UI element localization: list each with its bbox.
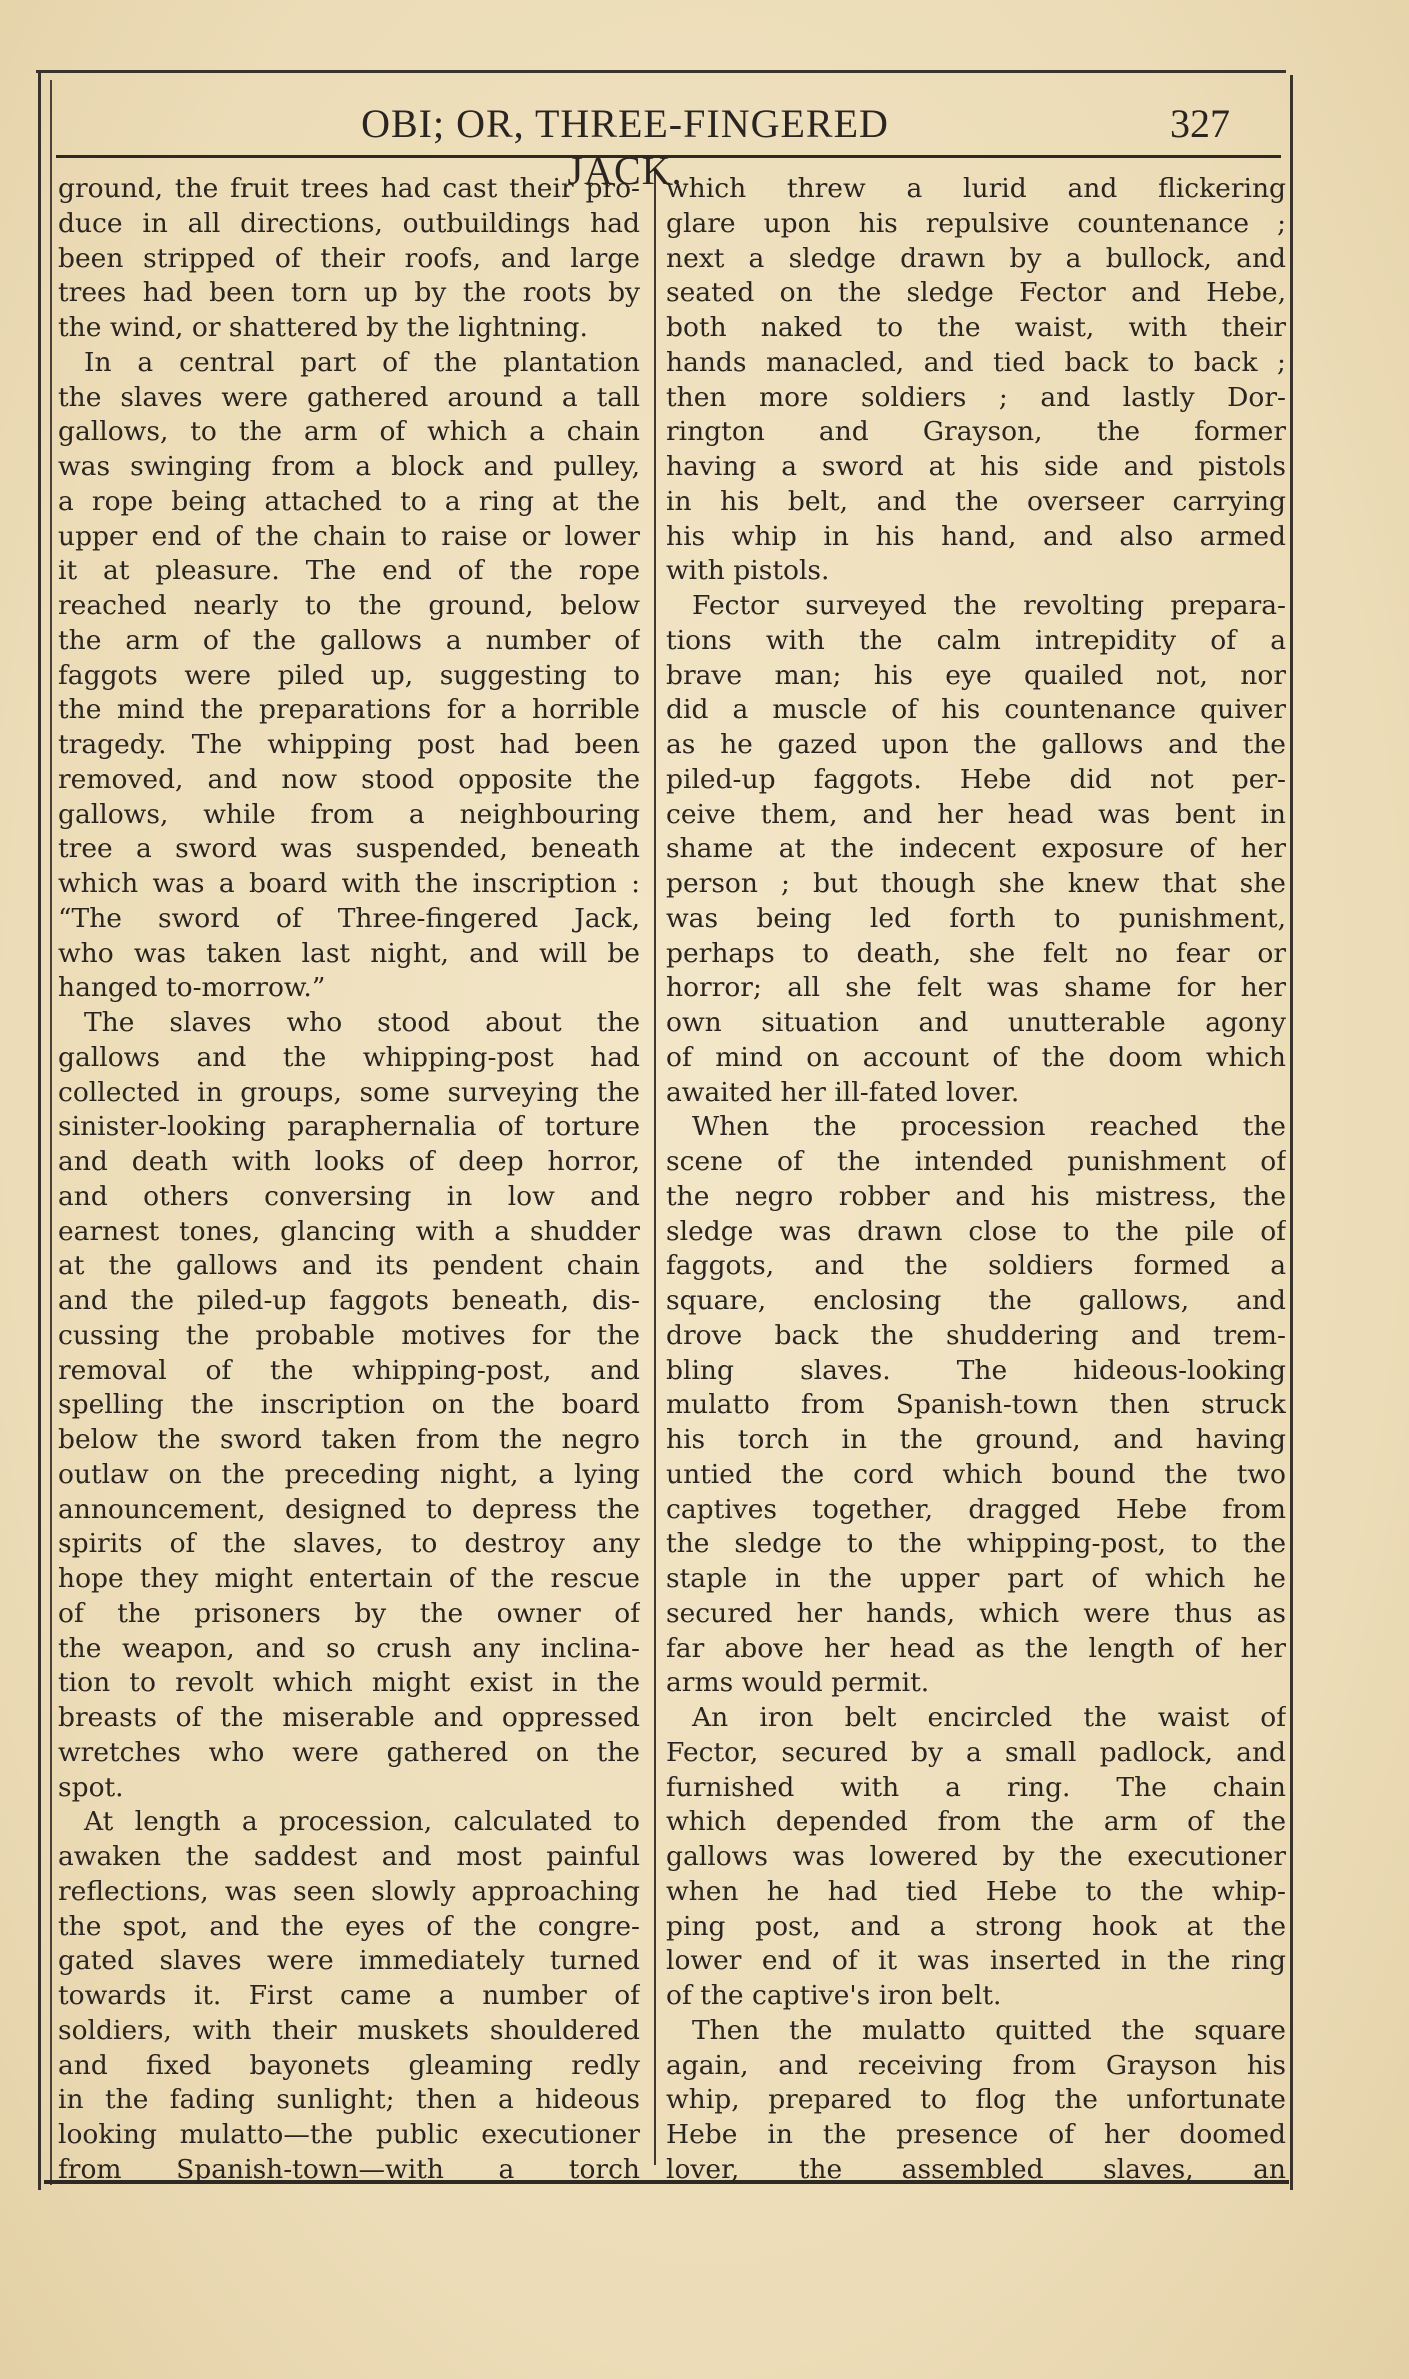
text-line: tree a sword was suspended, beneath [58,833,640,865]
running-title: OBI; OR, THREE-FINGERED JACK. [361,101,889,193]
text-line: soldiers, with their muskets shouldered [58,2014,640,2046]
text-line: his torch in the ground, and having [666,1424,1286,1455]
text-line: the wind, or shattered by the lightning. [58,312,588,343]
text-line: furnished with a ring. The chain [666,1771,1286,1803]
text-line: arms would permit. [666,1667,930,1699]
text-line: at the gallows and its pendent chain [58,1250,640,1282]
text-line: and the piled-up faggots beneath, dis- [58,1285,640,1316]
text-line: in his belt, and the overseer carrying [666,485,1286,517]
text-line: gallows, to the arm of which a chain [58,416,640,448]
text-line: which threw a lurid and flickering [666,173,1286,204]
text-line: spelling the inscription on the board [58,1389,640,1421]
text-line: sledge was drawn close to the pile of [666,1215,1286,1247]
text-line: who was taken last night, and will be [58,937,640,969]
text-line: gated slaves were immediately turned [58,1945,640,1977]
text-line: upper end of the chain to raise or lower [58,520,640,552]
text-line: did a muscle of his countenance quiver [666,694,1286,726]
text-line: of mind on account of the doom which [666,1041,1286,1073]
text-line: the weapon, and so crush any inclina- [58,1632,640,1664]
text-line: removal of the whipping-post, and [58,1354,640,1386]
text-line: of the prisoners by the owner of [58,1597,640,1629]
text-line: the mind the preparations for a horrible [58,694,640,726]
text-line: Fector surveyed the revolting prepara- [692,590,1286,621]
text-line: from Spanish-town—with a torch [58,2153,640,2185]
text-line: bling slaves. The hideous-looking [666,1354,1286,1386]
text-line: the arm of the gallows a number of [58,624,640,656]
text-line: announcement, designed to depress the [58,1493,640,1525]
text-line: brave man; his eye quailed not, nor [666,659,1286,691]
text-line: and others conversing in low and [58,1180,640,1212]
text-line: outlaw on the preceding night, a lying [58,1458,640,1490]
text-line: next a sledge drawn by a bullock, and [666,242,1286,274]
column-divider [654,170,656,2165]
frame-left-inner-rule [50,80,52,2185]
right-column [666,172,1286,2188]
text-line: Hebe in the presence of her doomed [666,2119,1286,2150]
text-line: hope they might entertain of the rescue [58,1563,640,1594]
text-line: far above her head as the length of her [666,1632,1286,1664]
text-line: Then the mulatto quitted the square [692,2014,1286,2046]
text-line: towards it. First came a number of [58,1980,640,2011]
frame-left-rule [38,70,41,2190]
frame-top-rule [36,70,1286,73]
text-line: awaken the saddest and most painful [58,1841,640,1872]
text-line: removed, and now stood opposite the [58,763,640,795]
text-line: reached nearly to the ground, below [58,590,640,621]
text-line: reflections, was seen slowly approaching [58,1875,640,1907]
text-line: when he had tied Hebe to the whip- [666,1875,1286,1907]
text-line: and fixed bayonets gleaming redly [58,2049,640,2081]
text-line: When the procession reached the [692,1111,1286,1143]
text-line: perhaps to death, she felt no fear or [666,937,1286,969]
text-line: was being led forth to punishment, [666,902,1286,934]
text-line: spirits of the slaves, to destroy any [58,1528,640,1560]
text-line: spot. [58,1771,124,1803]
text-line: secured her hands, which were thus as [666,1597,1286,1629]
text-line: “The sword of Three-fingered Jack, [58,902,640,934]
text-line: both naked to the waist, with their [666,312,1286,343]
text-line: gallows, while from a neighbouring [58,798,640,830]
text-line: sinister-looking paraphernalia of torture [58,1111,640,1143]
text-line: the negro robber and his mistress, the [666,1180,1286,1212]
text-line: faggots were piled up, suggesting to [58,659,640,691]
text-line: the sledge to the whipping-post, to the [666,1528,1286,1560]
text-line: ceive them, and her head was bent in [666,798,1286,830]
text-line: tragedy. The whipping post had been [58,729,640,760]
text-line: a rope being attached to a ring at the [58,485,640,517]
frame-right-rule [1290,75,1293,2190]
text-line: captives together, dragged Hebe from [666,1493,1286,1525]
text-line: faggots, and the soldiers formed a [666,1250,1286,1282]
text-line: gallows and the whipping-post had [58,1041,640,1073]
text-line: below the sword taken from the negro [58,1424,640,1455]
text-line: the spot, and the eyes of the congre- [58,1910,640,1942]
text-line: lover, the assembled slaves, an [666,2153,1286,2185]
text-line: his whip in his hand, and also armed [666,520,1286,552]
text-line: tions with the calm intrepidity of a [666,624,1286,656]
text-line: then more soldiers ; and lastly Dor- [666,381,1286,413]
text-line: whip, prepared to flog the unfortunate [666,2084,1286,2116]
text-line: An iron belt encircled the waist of [692,1702,1286,1733]
text-line: own situation and unutterable agony [666,1007,1286,1038]
text-line: scene of the intended punishment of [666,1146,1286,1177]
text-line: trees had been torn up by the roots by [58,277,640,309]
text-line: glare upon his repulsive countenance ; [666,207,1286,239]
text-line: In a central part of the plantation [84,346,640,378]
text-line: as he gazed upon the gallows and the [666,729,1286,760]
text-line: tion to revolt which might exist in the [58,1667,640,1699]
text-line: cussing the probable motives for the [58,1319,640,1351]
text-line: untied the cord which bound the two [666,1458,1286,1490]
text-line: of the captive's iron belt. [666,1980,1002,2011]
text-line: it at pleasure. The end of the rope [58,555,640,587]
text-line: Fector, secured by a small padlock, and [666,1736,1286,1768]
text-line: mulatto from Spanish-town then struck [666,1389,1286,1421]
text-line: rington and Grayson, the former [666,416,1286,448]
text-line: duce in all directions, outbuildings had [58,207,640,239]
text-line: piled-up faggots. Hebe did not per- [666,763,1286,795]
text-line: was swinging from a block and pulley, [58,451,640,482]
text-line: breasts of the miserable and oppressed [58,1702,640,1733]
text-line: again, and receiving from Grayson his [666,2049,1286,2081]
text-line: lower end of it was inserted in the ring [666,1945,1286,1977]
text-line: hands manacled, and tied back to back ; [666,346,1286,378]
text-line: person ; but though she knew that she [666,868,1286,899]
text-line: horror; all she felt was shame for her [666,972,1286,1004]
text-line: ping post, and a strong hook at the [666,1910,1286,1942]
text-line: shame at the indecent exposure of her [666,833,1286,865]
text-line: awaited her ill-fated lover. [666,1076,1020,1108]
text-line: drove back the shuddering and trem- [666,1319,1286,1351]
text-line: earnest tones, glancing with a shudder [58,1215,640,1247]
text-line: and death with looks of deep horror, [58,1146,640,1177]
text-line: which depended from the arm of the [666,1806,1286,1838]
text-line: ground, the fruit trees had cast their pro- [58,173,640,204]
text-line: looking mulatto—the public executioner [58,2119,640,2150]
text-line: square, enclosing the gallows, and [666,1285,1286,1316]
page-number: 327 [1170,101,1230,146]
text-line: which was a board with the inscription : [58,868,640,899]
text-line: gallows was lowered by the executioner [666,1841,1286,1872]
text-line: seated on the sledge Fector and Hebe, [666,277,1286,309]
left-column [58,172,640,2188]
text-line: been stripped of their roofs, and large [58,242,640,274]
text-line: with pistols. [666,555,830,587]
text-line: in the fading sunlight; then a hideous [58,2084,640,2116]
text-line: At length a procession, calculated to [84,1806,640,1838]
text-line: wretches who were gathered on the [58,1736,640,1768]
text-line: collected in groups, some surveying the [58,1076,640,1108]
text-line: staple in the upper part of which he [666,1563,1286,1594]
text-line: hanged to-morrow.” [58,972,326,1004]
text-line: having a sword at his side and pistols [666,451,1286,482]
text-line: the slaves were gathered around a tall [58,381,640,413]
text-line: The slaves who stood about the [84,1007,640,1038]
